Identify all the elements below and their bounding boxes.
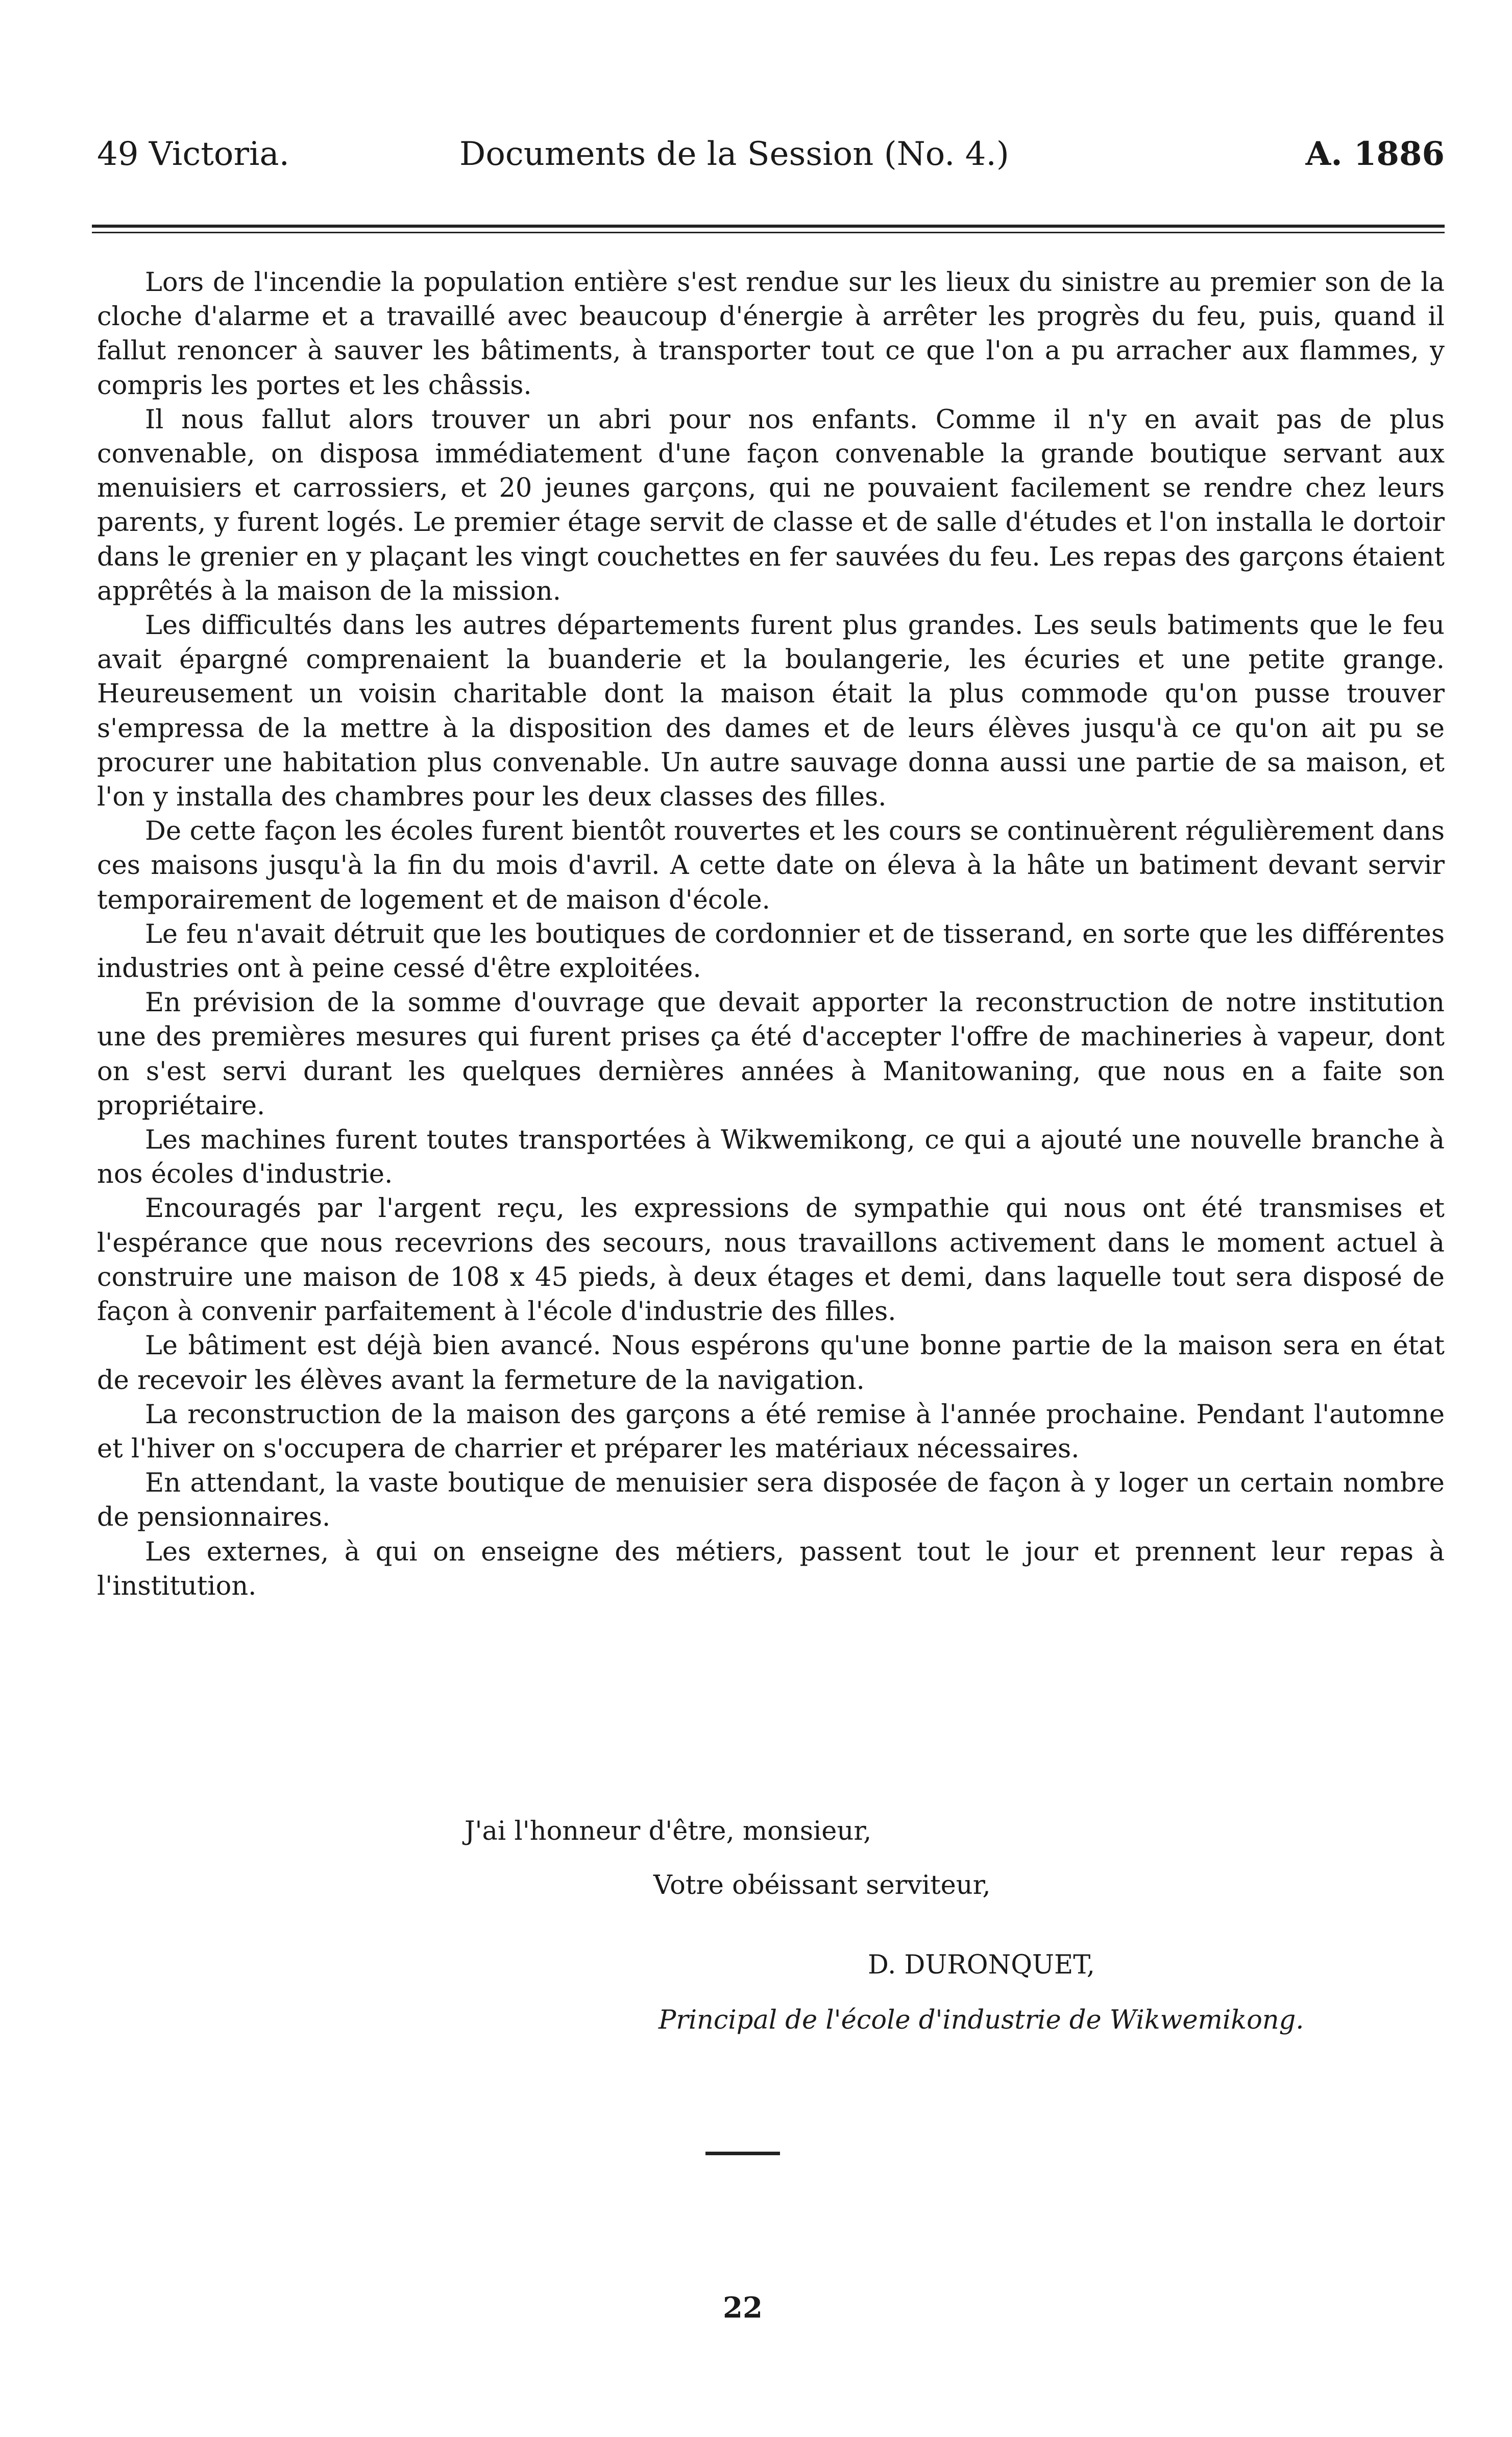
paragraph: Le bâtiment est déjà bien avancé. Nous espérons qu'une bonne partie de la maison sera en état de recevoir les élèves avant la fermeture de la navigation. bbox=[97, 1331, 1445, 1396]
header-rule-thin bbox=[92, 232, 1445, 233]
page-number: 22 bbox=[723, 2291, 763, 2325]
paragraph: En attendant, la vaste boutique de menuisier sera disposée de façon à y loger un certain nombre de pensionnaires. bbox=[97, 1468, 1445, 1533]
paragraph: Les difficultés dans les autres départements furent plus grandes. Les seuls batiments que le feu avait épargné comprenaient la buanderie et la boulangerie, les écuries et une petite grange. Heureusement un voisin charitable dont la maison était la plus commode qu'on pusse trouver s'empressa de la mettre à la disposition des dames et de leurs élèves jusqu'à ce qu'on ait pu se procurer une habitation plus convenable. Un autre sauvage donna aussi une partie de sa maison, et l'on y installa des chambres pour les deux classes des filles. bbox=[97, 611, 1445, 813]
paragraph: Lors de l'incendie la population entière s'est rendue sur les lieux du sinistre au premier son de la cloche d'alarme et a travaillé avec beaucoup d'énergie à arrêter les progrès du feu, puis, quand il fallut renoncer à sauver les bâtiments, à transporter tout ce que l'on a pu arracher aux flammes, y compris les portes et les châssis. bbox=[97, 267, 1445, 401]
paragraph: Les machines furent toutes transportées à Wikwemikong, ce qui a ajouté une nouvelle branche à nos écoles d'industrie. bbox=[97, 1125, 1445, 1190]
closing-salutation: J'ai l'honneur d'être, monsieur, bbox=[465, 1816, 872, 1846]
footer-rule bbox=[705, 2152, 780, 2155]
header-title: Documents de la Session (No. 4.) bbox=[459, 135, 1009, 173]
paragraph: Il nous fallut alors trouver un abri pour nos enfants. Comme il n'y en avait pas de plus convenable, on disposa immédiatement d'une façon convenable la grande boutique servant aux menuisiers et carrossiers, et 20 jeunes garçons, qui ne pouvaient facilement se rendre chez leurs parents, y furent logés. Le premier étage servit de classe et de salle d'études et l'on installa le dortoir dans le grenier en y plaçant les vingt couchettes en fer sauvées du feu. Les repas des garçons étaient apprêtés à la maison de la mission. bbox=[97, 404, 1445, 606]
signature-name: D. DURONQUET, bbox=[868, 1950, 1095, 1980]
header-volume: 49 Victoria. bbox=[97, 135, 289, 173]
header-year: A. 1886 bbox=[1305, 135, 1445, 173]
paragraph: Encouragés par l'argent reçu, les expressions de sympathie qui nous ont été transmises et l'espérance que nous recevrions des secours, nous travaillons activement dans le moment actuel à construire une maison de 108 x 45 pieds, à deux étages et demi, dans laquelle tout sera disposé de façon à convenir parfaitement à l'école d'industrie des filles. bbox=[97, 1193, 1445, 1327]
closing-valediction: Votre obéissant serviteur, bbox=[653, 1870, 991, 1900]
paragraph: Le feu n'avait détruit que les boutiques de cordonnier et de tisserand, en sorte que les différentes industries ont à peine cessé d'être exploitées. bbox=[97, 919, 1445, 984]
letter-body bbox=[97, 265, 1445, 1603]
paragraph: La reconstruction de la maison des garçons a été remise à l'année prochaine. Pendant l'automne et l'hiver on s'occupera de charrier et préparer les matériaux nécessaires. bbox=[97, 1399, 1445, 1464]
header-rule-thick bbox=[92, 225, 1445, 228]
paragraph: En prévision de la somme d'ouvrage que devait apporter la reconstruction de notre institution une des premières mesures qui furent prises ça été d'accepter l'offre de machineries à vapeur, dont on s'est servi durant les quelques dernières années à Manitowaning, que nous en a faite son propriétaire. bbox=[97, 988, 1445, 1121]
paragraph: Les externes, à qui on enseigne des métiers, passent tout le jour et prennent leur repas à l'institution. bbox=[97, 1537, 1445, 1601]
page-header bbox=[97, 134, 1445, 175]
signature-title: Principal de l'école d'industrie de Wikwemikong. bbox=[659, 2005, 1304, 2035]
paragraph: De cette façon les écoles furent bientôt rouvertes et les cours se continuèrent régulièrement dans ces maisons jusqu'à la fin du mois d'avril. A cette date on éleva à la hâte un batiment devant servir temporairement de logement et de maison d'école. bbox=[97, 816, 1445, 915]
